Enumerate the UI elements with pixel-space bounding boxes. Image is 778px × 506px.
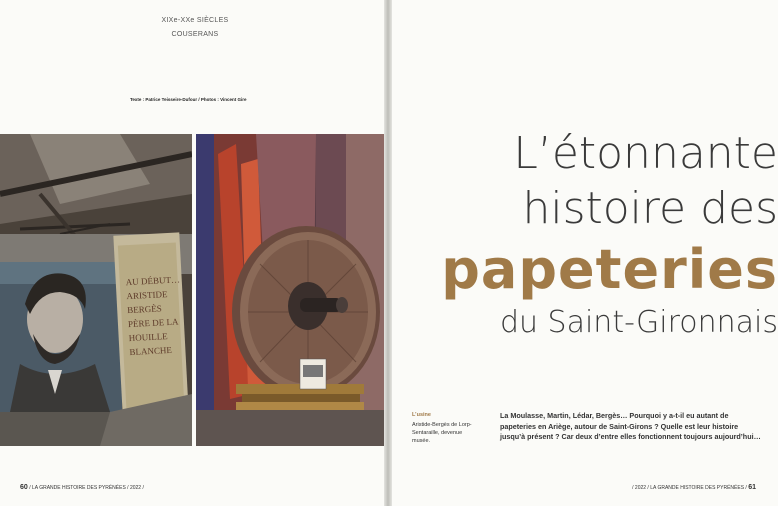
left-folio-text: / LA GRANDE HISTOIRE DES PYRÉNÉES / 2022 / — [29, 485, 144, 491]
title-line-2: histoire des — [522, 183, 778, 234]
article-lede: La Moulasse, Martin, Lédar, Bergès… Pourquoi y a-t-il eu autant de papeteries en Ariège, autour de Saint-Girons ? Quelle est leur histoire jusqu’à présent ? Car deux d’entre elles fonctionnent toujours aujourd’hui… — [500, 411, 761, 441]
mural-text: AU DÉBUT… ARISTIDE BERGÈS PÈRE DE LA HOUILLE BLANCHE — [125, 274, 181, 358]
photo-credit: Texte : Patrice Teisseire-Dufour / Photos : Vincent Gire — [130, 97, 247, 102]
kicker-region: COUSERANS — [171, 31, 219, 38]
caption-label: L’usine — [412, 412, 431, 418]
title-line-3: papeteries — [441, 238, 778, 301]
title-line-4: du Saint-Gironnais — [499, 305, 778, 340]
title-line-1: L’étonnante — [513, 128, 778, 179]
right-page-number: 61 — [748, 484, 756, 491]
kicker-period: XIXe-XXe SIÈCLES — [161, 17, 229, 24]
mural-photo — [0, 134, 192, 446]
right-folio-text: / 2022 / LA GRANDE HISTOIRE DES PYRÉNÉES / — [632, 485, 747, 491]
page-gutter — [384, 0, 392, 506]
left-folio — [20, 484, 144, 491]
section-kicker — [160, 14, 230, 42]
right-page — [392, 0, 778, 506]
right-folio — [632, 484, 756, 491]
millstone-photo — [196, 134, 384, 446]
left-page — [0, 0, 384, 506]
caption-text: Aristide-Bergès de Lorp-Sentaraille, devenue musée. — [412, 422, 472, 444]
left-page-number: 60 — [20, 484, 28, 491]
